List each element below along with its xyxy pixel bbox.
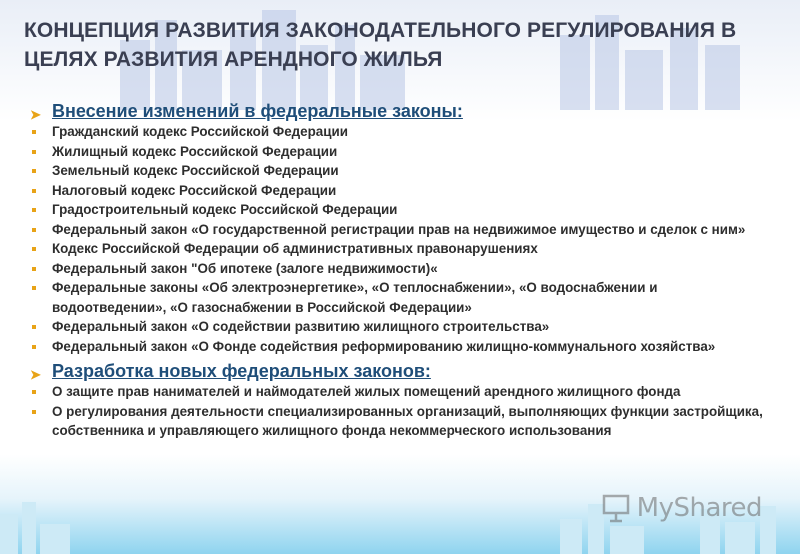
list-item (30, 317, 775, 337)
square-bullet-icon (32, 247, 36, 251)
square-bullet-icon (32, 189, 36, 193)
list-item-text: Гражданский кодекс Российской Федерации (52, 124, 348, 139)
slide-content (30, 100, 775, 441)
section-heading-text: Разработка новых федеральных законов: (52, 361, 431, 381)
list-item-text: Федеральный закон "Об ипотеке (залоге недвижимости)« (52, 260, 438, 276)
section-heading-text: Внесение изменений в федеральные законы: (52, 101, 463, 121)
square-bullet-icon (32, 169, 36, 173)
list-item (30, 181, 775, 201)
arrow-right-icon: ➤ (30, 107, 41, 122)
list-item (30, 278, 775, 317)
list-item-text: Земельный кодекс Российской Федерации (52, 163, 339, 178)
list-item-text: Федеральный закон «О Фонде содействия реформированию жилищно-коммунального хозяйства» (52, 338, 716, 354)
presentation-board-icon (601, 493, 631, 523)
square-bullet-icon (32, 267, 36, 271)
list-item (30, 382, 775, 402)
list-item (30, 161, 775, 181)
section-heading-new-laws (30, 360, 775, 382)
watermark-text: MyShared (636, 493, 762, 523)
list-item (30, 239, 775, 259)
list-item (30, 337, 775, 357)
list-item (30, 402, 775, 441)
section-heading-amendments (30, 100, 775, 122)
square-bullet-icon (32, 410, 36, 414)
list-item-text: О регулирования деятельности специализированных организаций, выполняющих функции застройщика, собственника и управляющего жилищного фонда некоммерческого использования (52, 403, 763, 438)
list-item-text: Федеральный закон «О государственной регистрации прав на недвижимое имущество и сделок с ним» (52, 221, 746, 237)
list-item-text: Федеральный закон «О содействии развитию жилищного строительства» (52, 319, 550, 334)
list-item-text: Жилищный кодекс Российской Федерации (52, 143, 338, 159)
square-bullet-icon (32, 345, 36, 349)
square-bullet-icon (32, 325, 36, 329)
list-item (30, 142, 775, 162)
new-laws-list (30, 382, 775, 441)
list-item (30, 200, 775, 220)
square-bullet-icon (32, 150, 36, 154)
square-bullet-icon (32, 228, 36, 232)
list-item-text: О защите прав нанимателей и наймодателей жилых помещений арендного жилищного фонда (52, 384, 681, 399)
list-item (30, 122, 775, 142)
arrow-right-icon: ➤ (30, 367, 41, 382)
square-bullet-icon (32, 208, 36, 212)
list-item (30, 259, 775, 279)
list-item-text: Федеральные законы «Об электроэнергетике», «О теплоснабжении», «О водоснабжении и водоотведении», «О газоснабжении в Российской Федерации» (52, 280, 658, 315)
list-item-text: Налоговый кодекс Российской Федерации (52, 182, 337, 198)
square-bullet-icon (32, 390, 36, 394)
list-item-text: Кодекс Российской Федерации об административных правонарушениях (52, 241, 538, 256)
list-item-text: Градостроительный кодекс Российской Федерации (52, 202, 398, 217)
amendments-list (30, 122, 775, 356)
square-bullet-icon (32, 130, 36, 134)
list-item (30, 220, 775, 240)
slide-title: КОНЦЕПЦИЯ РАЗВИТИЯ ЗАКОНОДАТЕЛЬНОГО РЕГУЛИРОВАНИЯ В ЦЕЛЯХ РАЗВИТИЯ АРЕНДНОГО ЖИЛЬЯ (24, 19, 737, 71)
square-bullet-icon (32, 286, 36, 290)
watermark-logo (601, 492, 762, 524)
